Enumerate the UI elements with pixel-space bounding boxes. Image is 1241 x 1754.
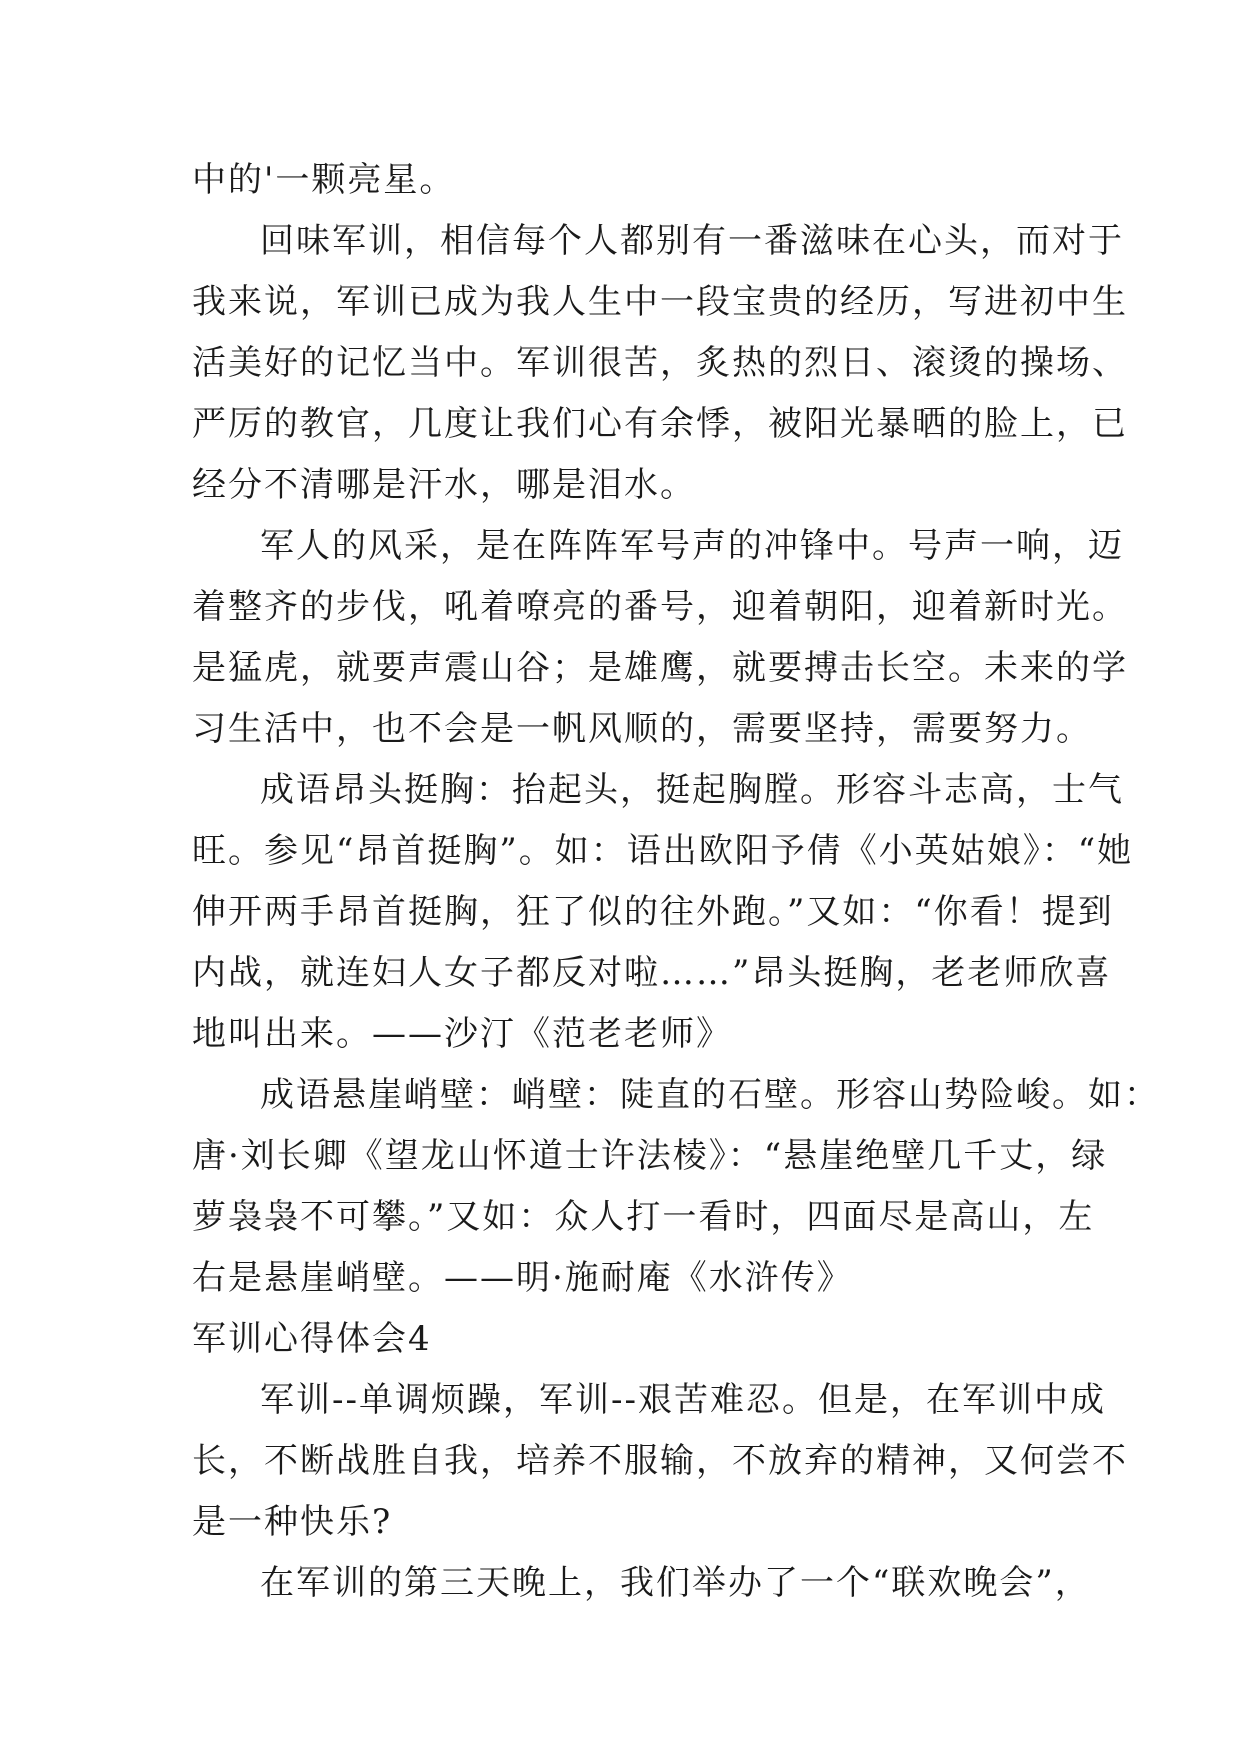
text-line: 成语悬崖峭壁：峭壁：陡直的石壁。形容山势险峻。如： <box>260 1075 1160 1115</box>
text-line: 地叫出来。——沙汀《范老老师》 <box>192 1014 732 1054</box>
text-line: 严厉的教官，几度让我们心有余悸，被阳光暴晒的脸上，已 <box>192 404 1128 444</box>
text-line: 活美好的记忆当中。军训很苦，炙热的烈日、滚烫的操场、 <box>192 343 1128 383</box>
document-body <box>192 150 1160 1614</box>
text-line: 是一种快乐? <box>192 1502 393 1542</box>
text-line: 唐·刘长卿《望龙山怀道士许法棱》：“悬崖绝壁几千丈，绿 <box>192 1136 1108 1176</box>
text-line: 经分不清哪是汗水，哪是泪水。 <box>192 465 696 505</box>
text-line: 中的'一颗亮星。 <box>192 160 456 200</box>
text-line: 回味军训，相信每个人都别有一番滋味在心头，而对于 <box>260 221 1124 261</box>
text-line: 军训--单调烦躁，军训--艰苦难忍。但是，在军训中成 <box>260 1380 1106 1420</box>
text-line: 着整齐的步伐，吼着嘹亮的番号，迎着朝阳，迎着新时光。 <box>192 587 1128 627</box>
section-heading: 军训心得体会4 <box>192 1319 432 1359</box>
text-line: 习生活中，也不会是一帆风顺的，需要坚持，需要努力。 <box>192 709 1092 749</box>
text-line: 成语昂头挺胸：抬起头，挺起胸膛。形容斗志高，士气 <box>260 770 1124 810</box>
text-line: 我来说，军训已成为我人生中一段宝贵的经历，写进初中生 <box>192 282 1128 322</box>
text-line: 长，不断战胜自我，培养不服输，不放弃的精神，又何尝不 <box>192 1441 1128 1481</box>
text-line: 在军训的第三天晚上，我们举办了一个“联欢晚会”， <box>260 1563 1091 1603</box>
text-line: 右是悬崖峭壁。——明·施耐庵《水浒传》 <box>192 1258 853 1298</box>
text-line: 军人的风采，是在阵阵军号声的冲锋中。号声一响，迈 <box>260 526 1124 566</box>
text-line: 是猛虎，就要声震山谷；是雄鹰，就要搏击长空。未来的学 <box>192 648 1128 688</box>
text-line: 旺。参见“昂首挺胸”。如：语出欧阳予倩《小英姑娘》：“她 <box>192 831 1134 871</box>
text-line: 内战，就连妇人女子都反对啦……”昂头挺胸，老老师欣喜 <box>192 953 1112 993</box>
text-line: 伸开两手昂首挺胸，狂了似的往外跑。”又如：“你看！提到 <box>192 892 1114 932</box>
text-line: 萝袅袅不可攀。”又如：众人打一看时，四面尽是高山，左 <box>192 1197 1095 1237</box>
